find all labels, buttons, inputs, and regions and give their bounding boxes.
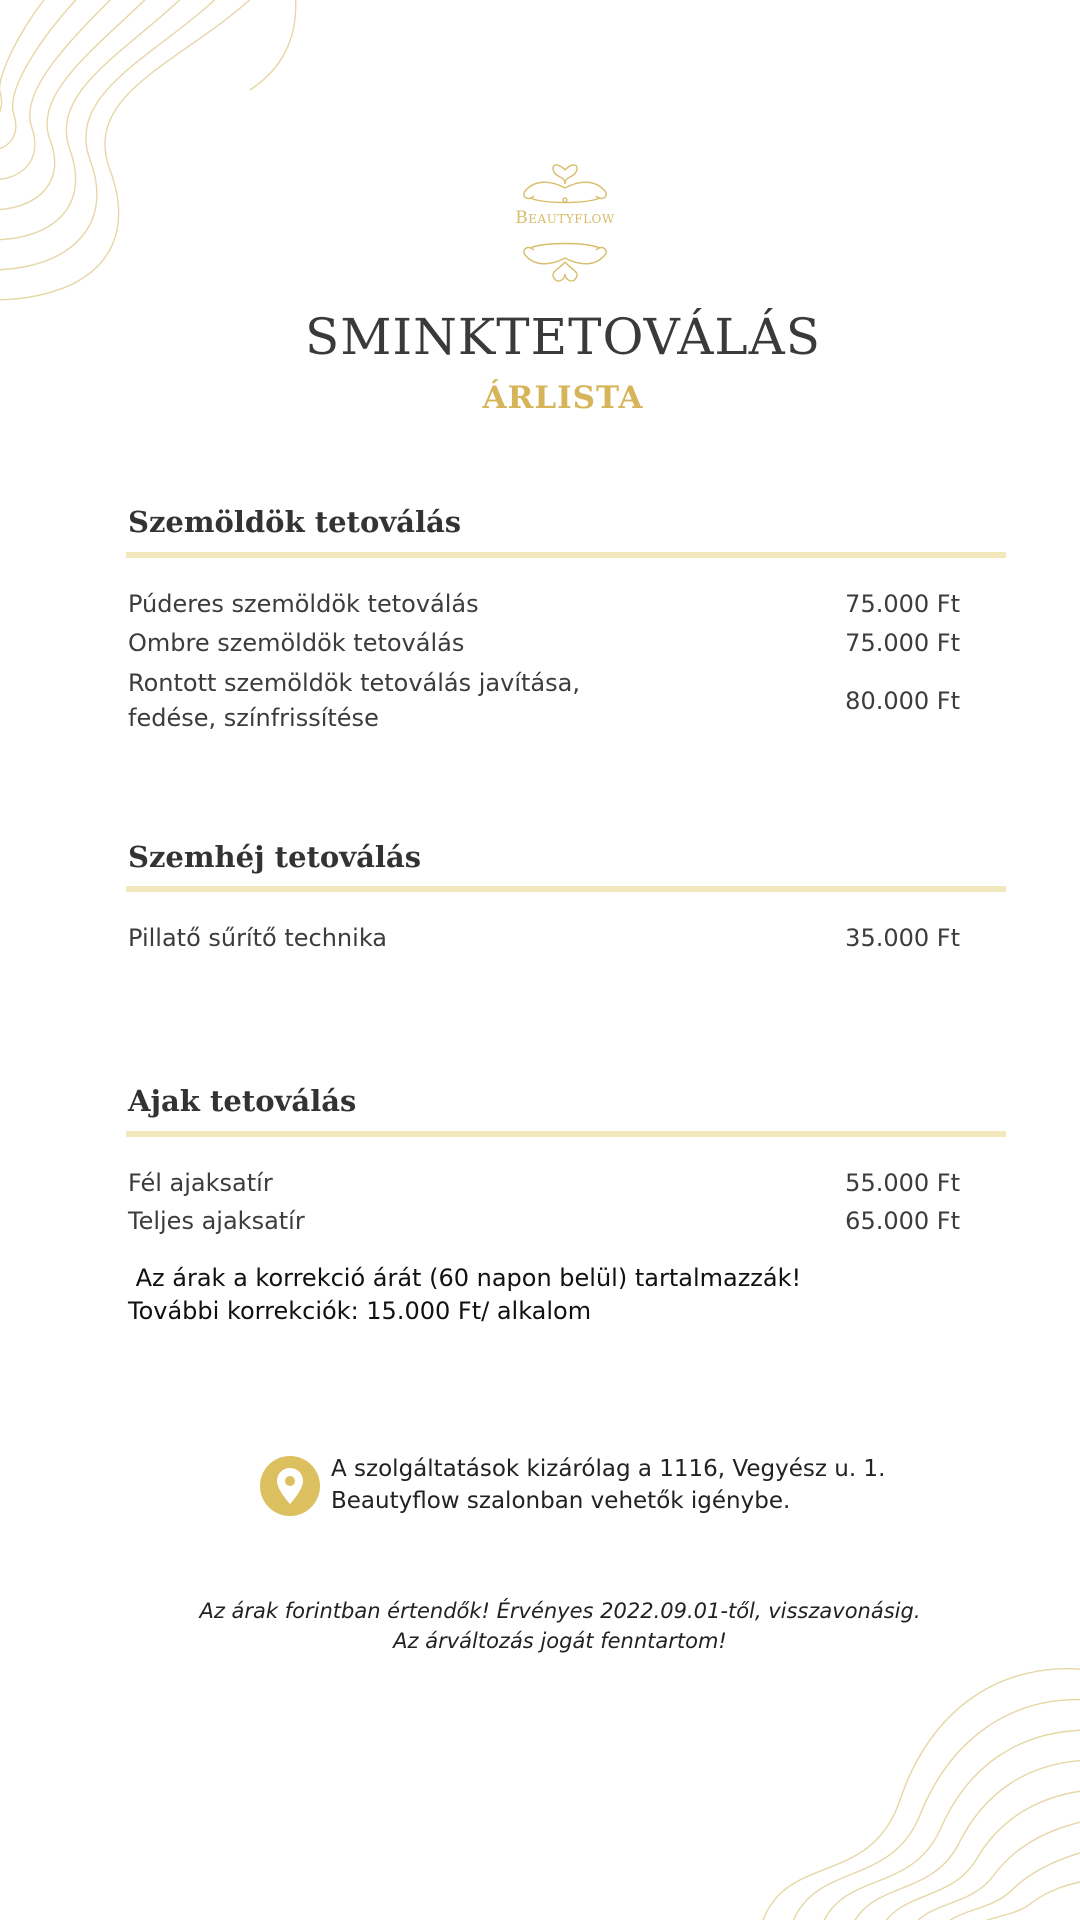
correction-note (128, 1262, 928, 1328)
salon-address (331, 1453, 931, 1517)
brand-logo (505, 160, 625, 285)
section-divider (126, 1131, 1006, 1137)
price-item-name: Ombre szemöldök tetoválás (128, 629, 465, 657)
price-item-name: Fél ajaksatír (128, 1169, 273, 1197)
price-item-name-line1: Rontott szemöldök tetoválás javítása, (128, 669, 580, 697)
price-item-name: Pillatő sűrítő technika (128, 924, 387, 952)
brand-name: Beautyflow (515, 208, 615, 228)
ornament-top-icon (520, 160, 610, 210)
page-subtitle: ÁRLISTA (482, 380, 644, 416)
correction-note-line2: További korrekciók: 15.000 Ft/ alkalom (128, 1297, 592, 1325)
validity-footer-line1: Az árak forintban értendők! Érvényes 2022.09.01-től, visszavonásig. (199, 1599, 921, 1623)
salon-address-line2: Beautyflow szalonban vehetők igénybe. (331, 1488, 791, 1514)
salon-address-line1: A szolgáltatások kizárólag a 1116, Vegyész u. 1. (331, 1456, 886, 1482)
validity-footer (0, 1596, 1080, 1656)
location-pin-icon (260, 1456, 320, 1516)
price-item-price: 75.000 Ft (845, 629, 960, 657)
validity-footer-line2: Az árváltozás jogát fenntartom! (393, 1629, 727, 1653)
decorative-wave-top-left (0, 0, 310, 310)
price-item-name-line2: fedése, színfrissítése (128, 704, 379, 732)
price-item-price: 65.000 Ft (845, 1207, 960, 1235)
price-item-price: 75.000 Ft (845, 590, 960, 618)
section-title-eyelid: Szemhéj tetoválás (128, 840, 422, 874)
price-item-price: 35.000 Ft (845, 924, 960, 952)
price-item-name: Púderes szemöldök tetoválás (128, 590, 479, 618)
section-title-eyebrow: Szemöldök tetoválás (128, 505, 462, 539)
section-divider (126, 552, 1006, 558)
section-divider (126, 886, 1006, 892)
page-title: SMINKTETOVÁLÁS (304, 308, 821, 366)
price-item-price: 80.000 Ft (845, 687, 960, 715)
correction-note-line1: Az árak a korrekció árát (60 napon belül) tartalmazzák! (128, 1264, 802, 1292)
price-item-price: 55.000 Ft (845, 1169, 960, 1197)
price-item-name: Teljes ajaksatír (128, 1207, 305, 1235)
section-title-lip: Ajak tetoválás (128, 1084, 357, 1118)
ornament-bottom-icon (520, 238, 610, 288)
